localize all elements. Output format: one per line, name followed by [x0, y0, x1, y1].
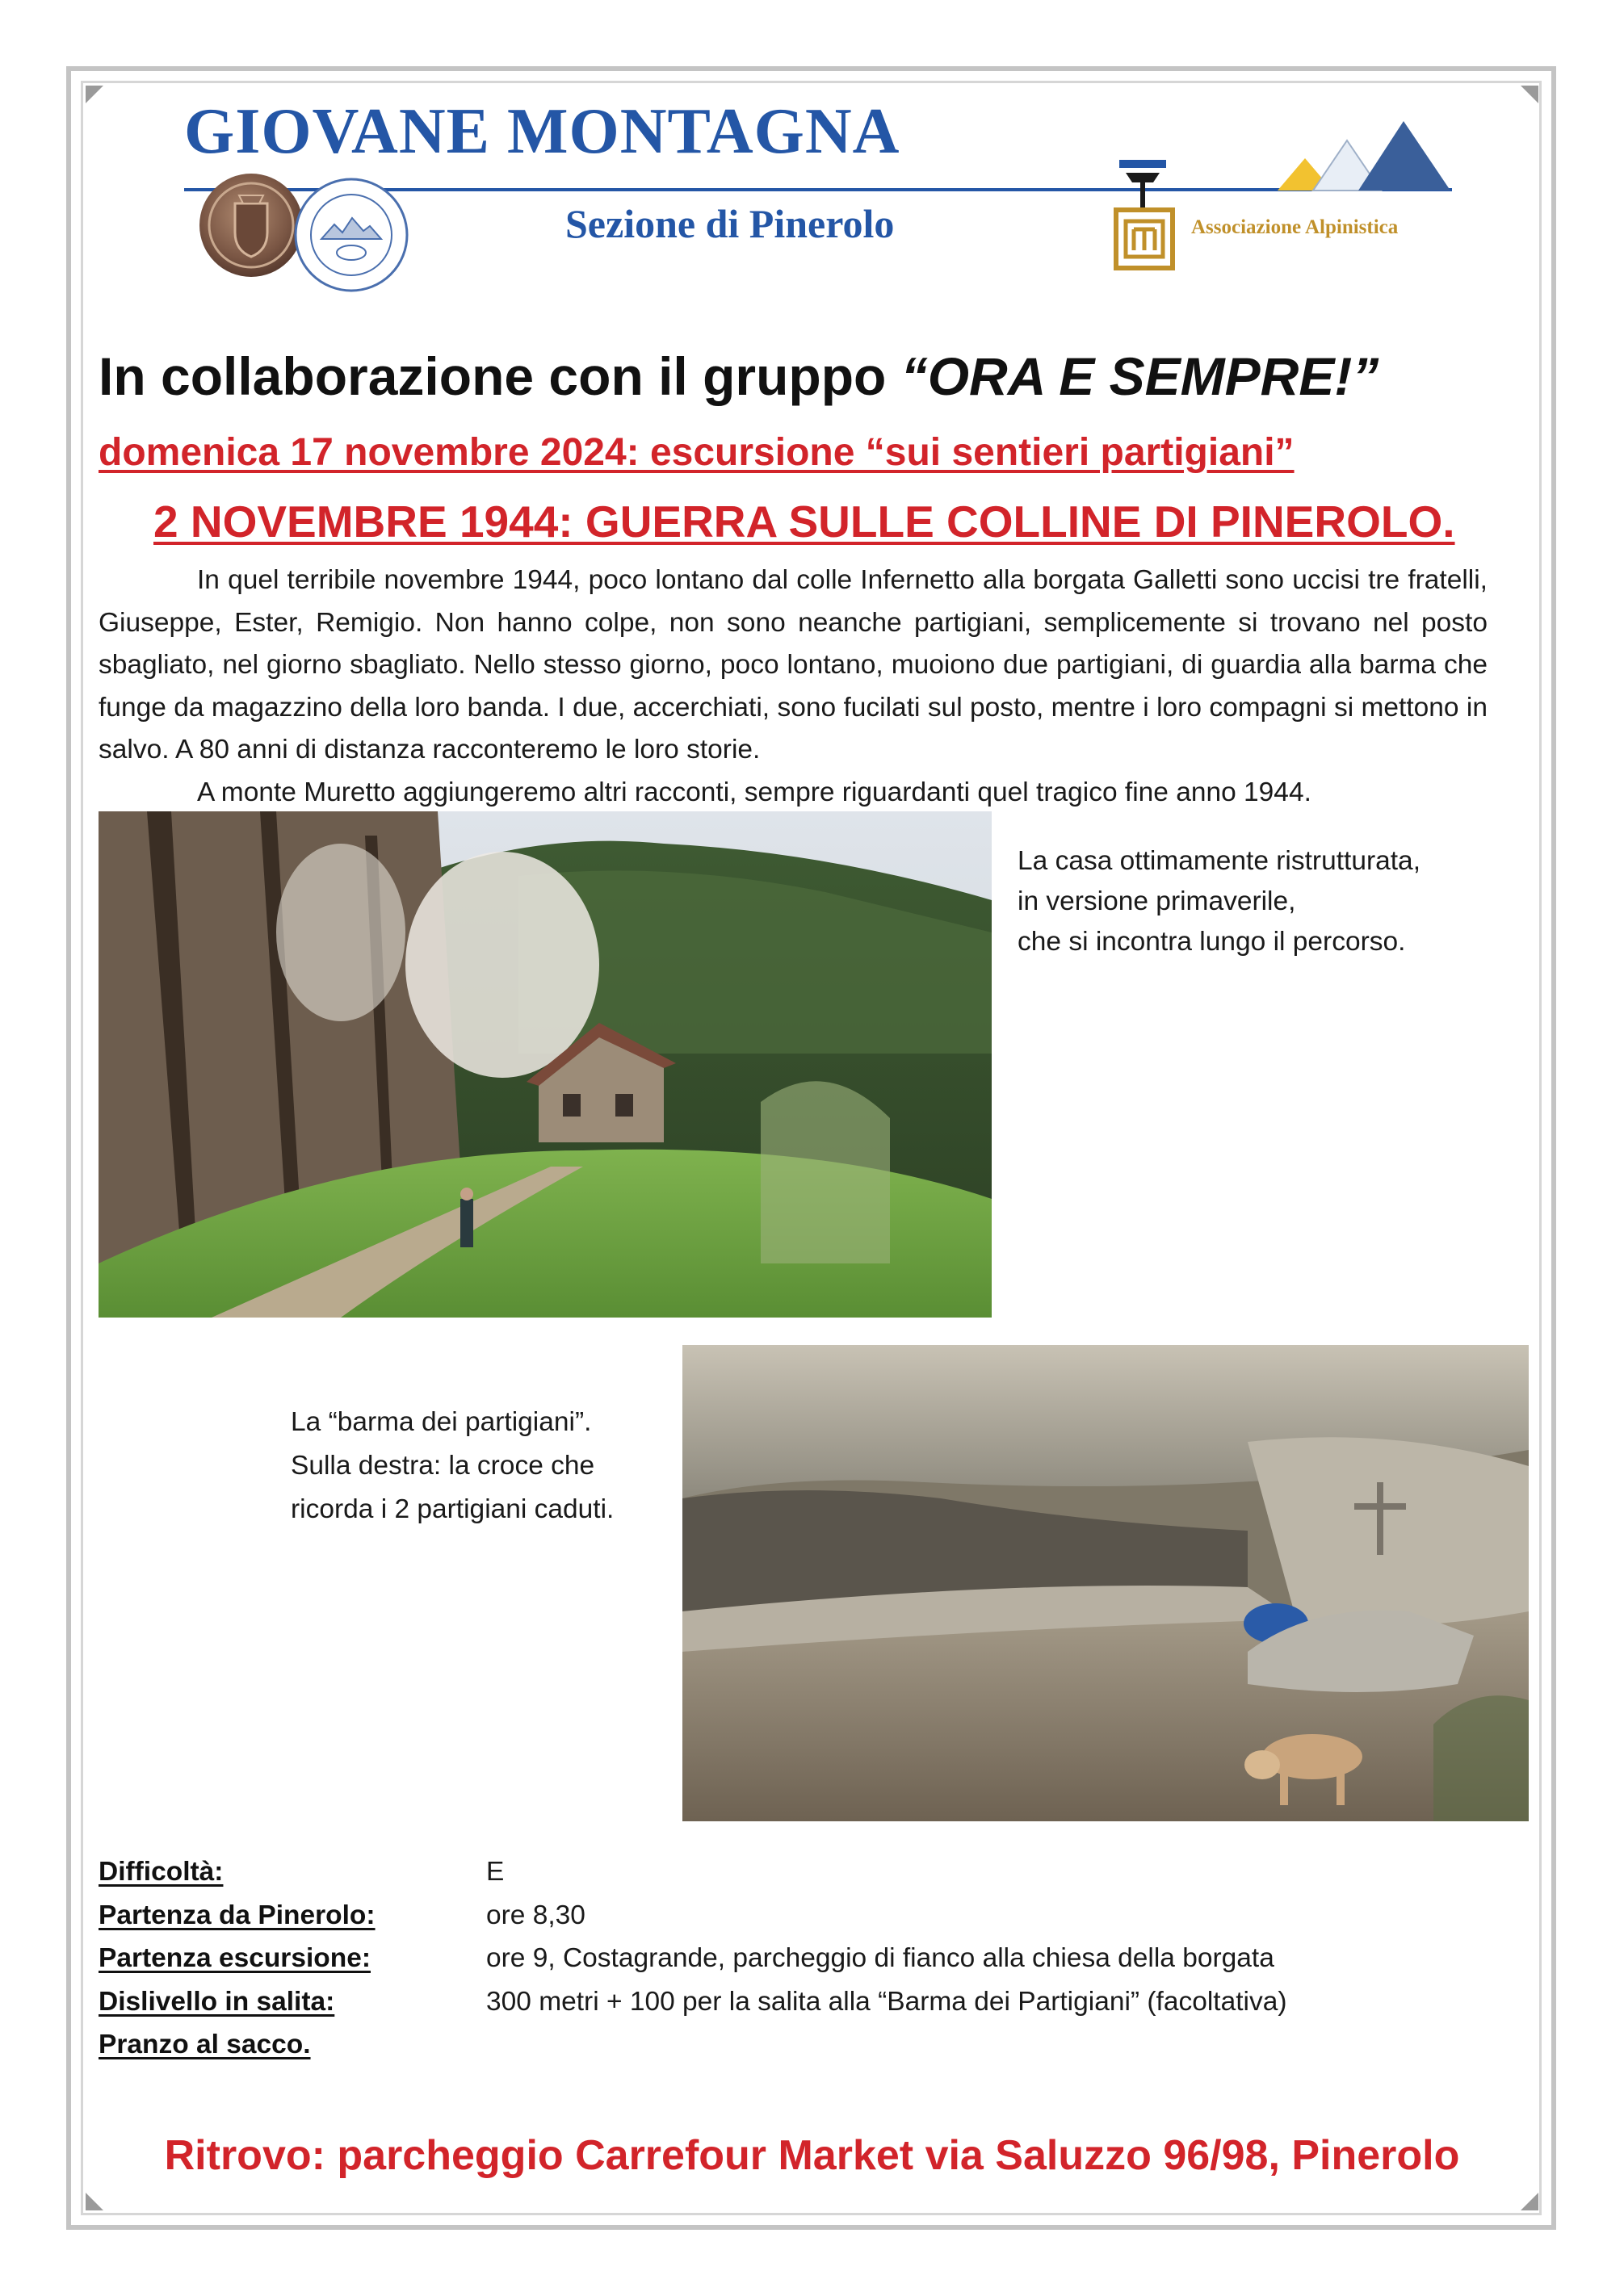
detail-label: Difficoltà: — [99, 1857, 224, 1887]
detail-label: Pranzo al sacco. — [99, 2030, 311, 2059]
organization-title: GIOVANE MONTAGNA — [184, 96, 900, 167]
paragraph: In quel terribile novembre 1944, poco lontano dal colle Infernetto alla borgata Galletti sono uccisi tre fratelli, Giuseppe, Ester, Remigio. Non hanno colpe, non sono neanche partigiani, semplicemente si trovano nel posto sbagliato, nel giorno sbagliato. Nello stesso giorno, poco lontano, muoiono due partigiani, di guardia alla barma che funge da magazzino della loro banda. I due, accerchiati, sono fucilati sul posto, mentre i loro compagni si mettono in salvo. A 80 anni di distanza racconteremo le loro storie. — [99, 565, 1488, 765]
barma-photo-caption: La “barma dei partigiani”. Sulla destra: la croce che ricorda i 2 partigiani caduti. — [291, 1407, 615, 1524]
mountains-logo-icon — [1278, 118, 1455, 195]
detail-label: Partenza da Pinerolo: — [99, 1900, 376, 1930]
detail-label: Partenza escursione: — [99, 1943, 371, 1973]
corner-ornament — [1521, 86, 1538, 103]
paragraph: A monte Muretto aggiungeremo altri racconti, sempre riguardanti quel tragico fine anno 1944. — [197, 777, 1311, 807]
detail-value: ore 9, Costagrande, parcheggio di fianco alla chiesa della borgata — [486, 1943, 1274, 1973]
event-date-heading: domenica 17 novembre 2024: escursione “sui sentieri partigiani” — [99, 431, 1295, 474]
barma-photo — [682, 1345, 1529, 1821]
meeting-point: Ritrovo: parcheggio Carrefour Market via Saluzzo 96/98, Pinerolo — [164, 2132, 1460, 2179]
corner-ornament — [1521, 2193, 1538, 2210]
detail-value: E — [486, 1857, 505, 1887]
group-name: “ORA E SEMPRE!” — [900, 346, 1379, 406]
giovane-montagna-logo — [1113, 158, 1176, 271]
corner-ornament — [86, 2193, 103, 2210]
corner-ornament — [86, 86, 103, 103]
anniversary-seal — [292, 176, 410, 294]
collaboration-heading: In collaborazione con il gruppo “ORA E SEMPRE!” — [99, 346, 1379, 406]
house-photo — [99, 811, 992, 1318]
bronze-medal-icon — [197, 171, 305, 279]
event-subject-heading: 2 NOVEMBRE 1944: GUERRA SULLE COLLINE DI PINEROLO. — [153, 496, 1455, 547]
detail-value: 300 metri + 100 per la salita alla “Barma dei Partigiani” (facoltativa) — [486, 1986, 1287, 2017]
detail-value: ore 8,30 — [486, 1900, 585, 1930]
association-label: Associazione Alpinistica — [1191, 216, 1399, 238]
section-subtitle: Sezione di Pinerolo — [565, 201, 895, 246]
description — [99, 559, 1488, 815]
house-photo-caption: La casa ottimamente ristrutturata, in versione primaverile, che si incontra lungo il percorso. — [1018, 846, 1420, 957]
detail-label: Dislivello in salita: — [99, 1986, 335, 2017]
